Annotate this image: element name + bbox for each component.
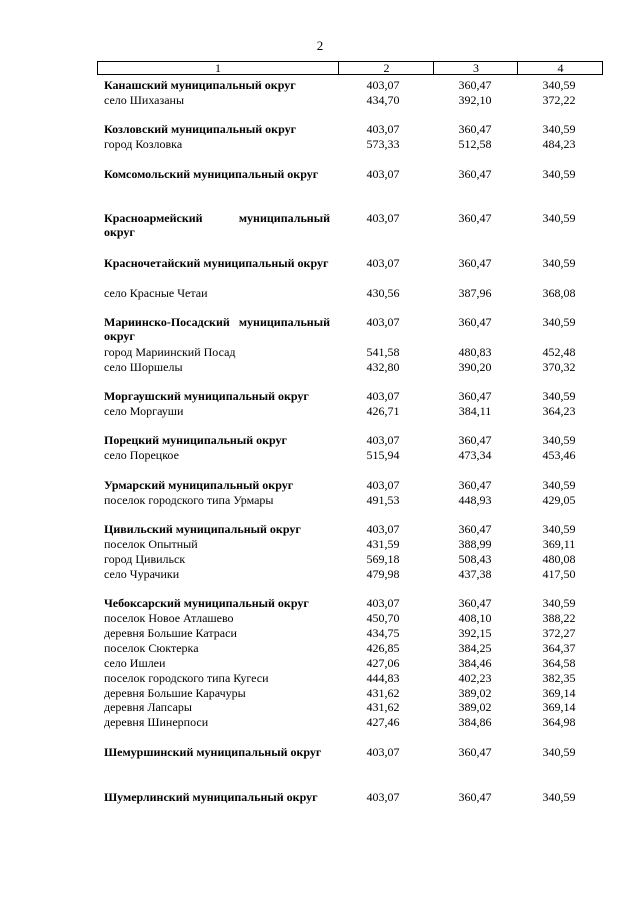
settlement-name: город Козловка: [104, 137, 183, 151]
value-col-4: 372,27: [542, 626, 576, 640]
value-col-3: 402,23: [458, 671, 492, 685]
settlement-name: село Ишлеи: [104, 656, 166, 670]
value-col-3: 389,02: [458, 700, 492, 714]
value-col-3: 388,99: [458, 537, 492, 551]
settlement-name: деревня Лапсары: [104, 700, 192, 714]
value-col-2: 569,18: [366, 552, 400, 566]
value-col-4: 340,59: [542, 522, 576, 536]
value-col-2: 403,07: [366, 478, 400, 492]
settlement-name: поселок городского типа Кугеси: [104, 671, 269, 685]
value-col-3: 360,47: [458, 596, 492, 610]
value-col-4: 388,22: [542, 611, 576, 625]
value-col-2: 427,46: [366, 715, 400, 729]
value-col-4: 340,59: [542, 315, 576, 329]
value-col-4: 369,14: [542, 686, 576, 700]
value-col-2: 403,07: [366, 256, 400, 270]
value-col-2: 403,07: [366, 78, 400, 92]
value-col-4: 340,59: [542, 122, 576, 136]
value-col-3: 360,47: [458, 790, 492, 804]
value-col-4: 340,59: [542, 389, 576, 403]
district-name: Чебоксарский муниципальный округ: [104, 596, 309, 610]
value-col-4: 340,59: [542, 167, 576, 181]
value-col-3: 389,02: [458, 686, 492, 700]
value-col-4: 340,59: [542, 433, 576, 447]
settlement-name: село Шоршелы: [104, 360, 183, 374]
value-col-2: 515,94: [366, 448, 400, 462]
value-col-4: 340,59: [542, 745, 576, 759]
value-col-2: 431,62: [366, 686, 400, 700]
value-col-2: 403,07: [366, 389, 400, 403]
value-col-4: 340,59: [542, 478, 576, 492]
value-col-4: 453,46: [542, 448, 576, 462]
header-col-1: 1: [215, 61, 221, 75]
district-name: Красноармейский муниципальный округ: [104, 211, 330, 239]
value-col-3: 384,86: [458, 715, 492, 729]
settlement-name: село Порецкое: [104, 448, 179, 462]
settlement-name: деревня Большие Карачуры: [104, 686, 246, 700]
value-col-3: 448,93: [458, 493, 492, 507]
header-col-2: 2: [338, 62, 434, 74]
value-col-2: 491,53: [366, 493, 400, 507]
district-name: Мариинско-Посадский муниципальный округ: [104, 315, 330, 343]
value-col-4: 364,58: [542, 656, 576, 670]
value-col-2: 541,58: [366, 345, 400, 359]
value-col-3: 437,38: [458, 567, 492, 581]
value-col-2: 432,80: [366, 360, 400, 374]
value-col-4: 417,50: [542, 567, 576, 581]
district-name: Комсомольский муниципальный округ: [104, 167, 319, 181]
value-col-2: 403,07: [366, 790, 400, 804]
settlement-name: поселок городского типа Урмары: [104, 493, 274, 507]
value-col-3: 360,47: [458, 433, 492, 447]
value-col-4: 480,08: [542, 552, 576, 566]
value-col-2: 427,06: [366, 656, 400, 670]
value-col-3: 360,47: [458, 315, 492, 329]
value-col-2: 431,62: [366, 700, 400, 714]
value-col-2: 434,70: [366, 93, 400, 107]
value-col-3: 360,47: [458, 522, 492, 536]
value-col-4: 364,37: [542, 641, 576, 655]
value-col-4: 340,59: [542, 211, 576, 225]
value-col-2: 434,75: [366, 626, 400, 640]
settlement-name: город Мариинский Посад: [104, 345, 236, 359]
value-col-4: 372,22: [542, 93, 576, 107]
value-col-3: 384,11: [458, 404, 492, 418]
settlement-name: село Чурачики: [104, 567, 180, 581]
value-col-3: 473,34: [458, 448, 492, 462]
value-col-3: 360,47: [458, 211, 492, 225]
value-col-3: 360,47: [458, 745, 492, 759]
value-col-3: 360,47: [458, 78, 492, 92]
value-col-2: 426,71: [366, 404, 400, 418]
district-name: Шемуршинский муниципальный округ: [104, 745, 322, 759]
district-name: Канашский муниципальный округ: [104, 78, 296, 92]
value-col-3: 360,47: [458, 478, 492, 492]
value-col-3: 392,15: [458, 626, 492, 640]
district-name: Моргаушский муниципальный округ: [104, 389, 309, 403]
district-name: Шумерлинский муниципальный округ: [104, 790, 318, 804]
header-col-4: 4: [517, 62, 603, 74]
value-col-4: 340,59: [542, 256, 576, 270]
value-col-4: 364,98: [542, 715, 576, 729]
value-col-2: 450,70: [366, 611, 400, 625]
district-name: Козловский муниципальный округ: [104, 122, 297, 136]
value-col-4: 368,08: [542, 286, 576, 300]
value-col-2: 403,07: [366, 315, 400, 329]
value-col-4: 369,14: [542, 700, 576, 714]
value-col-2: 403,07: [366, 596, 400, 610]
header-col-3: 3: [433, 62, 518, 74]
value-col-3: 408,10: [458, 611, 492, 625]
value-col-3: 384,46: [458, 656, 492, 670]
value-col-4: 340,59: [542, 790, 576, 804]
settlement-name: поселок Сюктерка: [104, 641, 199, 655]
value-col-3: 390,20: [458, 360, 492, 374]
value-col-3: 360,47: [458, 167, 492, 181]
value-col-3: 384,25: [458, 641, 492, 655]
value-col-4: 429,05: [542, 493, 576, 507]
value-col-3: 360,47: [458, 389, 492, 403]
value-col-4: 369,11: [542, 537, 576, 551]
value-col-4: 452,48: [542, 345, 576, 359]
value-col-4: 340,59: [542, 78, 576, 92]
value-col-4: 340,59: [542, 596, 576, 610]
value-col-3: 387,96: [458, 286, 492, 300]
value-col-2: 430,56: [366, 286, 400, 300]
value-col-2: 403,07: [366, 745, 400, 759]
value-col-2: 403,07: [366, 433, 400, 447]
value-col-3: 480,83: [458, 345, 492, 359]
value-col-2: 403,07: [366, 122, 400, 136]
value-col-4: 382,35: [542, 671, 576, 685]
value-col-3: 360,47: [458, 122, 492, 136]
value-col-3: 360,47: [458, 256, 492, 270]
value-col-2: 444,83: [366, 671, 400, 685]
value-col-2: 403,07: [366, 211, 400, 225]
value-col-3: 392,10: [458, 93, 492, 107]
value-col-2: 403,07: [366, 522, 400, 536]
district-name: Порецкий муниципальный округ: [104, 433, 287, 447]
value-col-4: 484,23: [542, 137, 576, 151]
value-col-4: 370,32: [542, 360, 576, 374]
settlement-name: деревня Большие Катраси: [104, 626, 237, 640]
settlement-name: поселок Опытный: [104, 537, 198, 551]
value-col-3: 508,43: [458, 552, 492, 566]
value-col-2: 431,59: [366, 537, 400, 551]
value-col-4: 364,23: [542, 404, 576, 418]
value-col-2: 426,85: [366, 641, 400, 655]
district-name: Урмарский муниципальный округ: [104, 478, 294, 492]
value-col-3: 512,58: [458, 137, 492, 151]
settlement-name: село Шихазаны: [104, 93, 185, 107]
page-number: 2: [316, 38, 324, 53]
value-col-2: 479,98: [366, 567, 400, 581]
settlement-name: город Цивильск: [104, 552, 186, 566]
settlement-name: деревня Шинерпоси: [104, 715, 209, 729]
district-name: Цивильский муниципальный округ: [104, 522, 301, 536]
settlement-name: село Красные Четаи: [104, 286, 208, 300]
value-col-2: 573,33: [366, 137, 400, 151]
settlement-name: поселок Новое Атлашево: [104, 611, 234, 625]
value-col-2: 403,07: [366, 167, 400, 181]
settlement-name: село Моргауши: [104, 404, 184, 418]
district-name: Красночетайский муниципальный округ: [104, 256, 329, 270]
